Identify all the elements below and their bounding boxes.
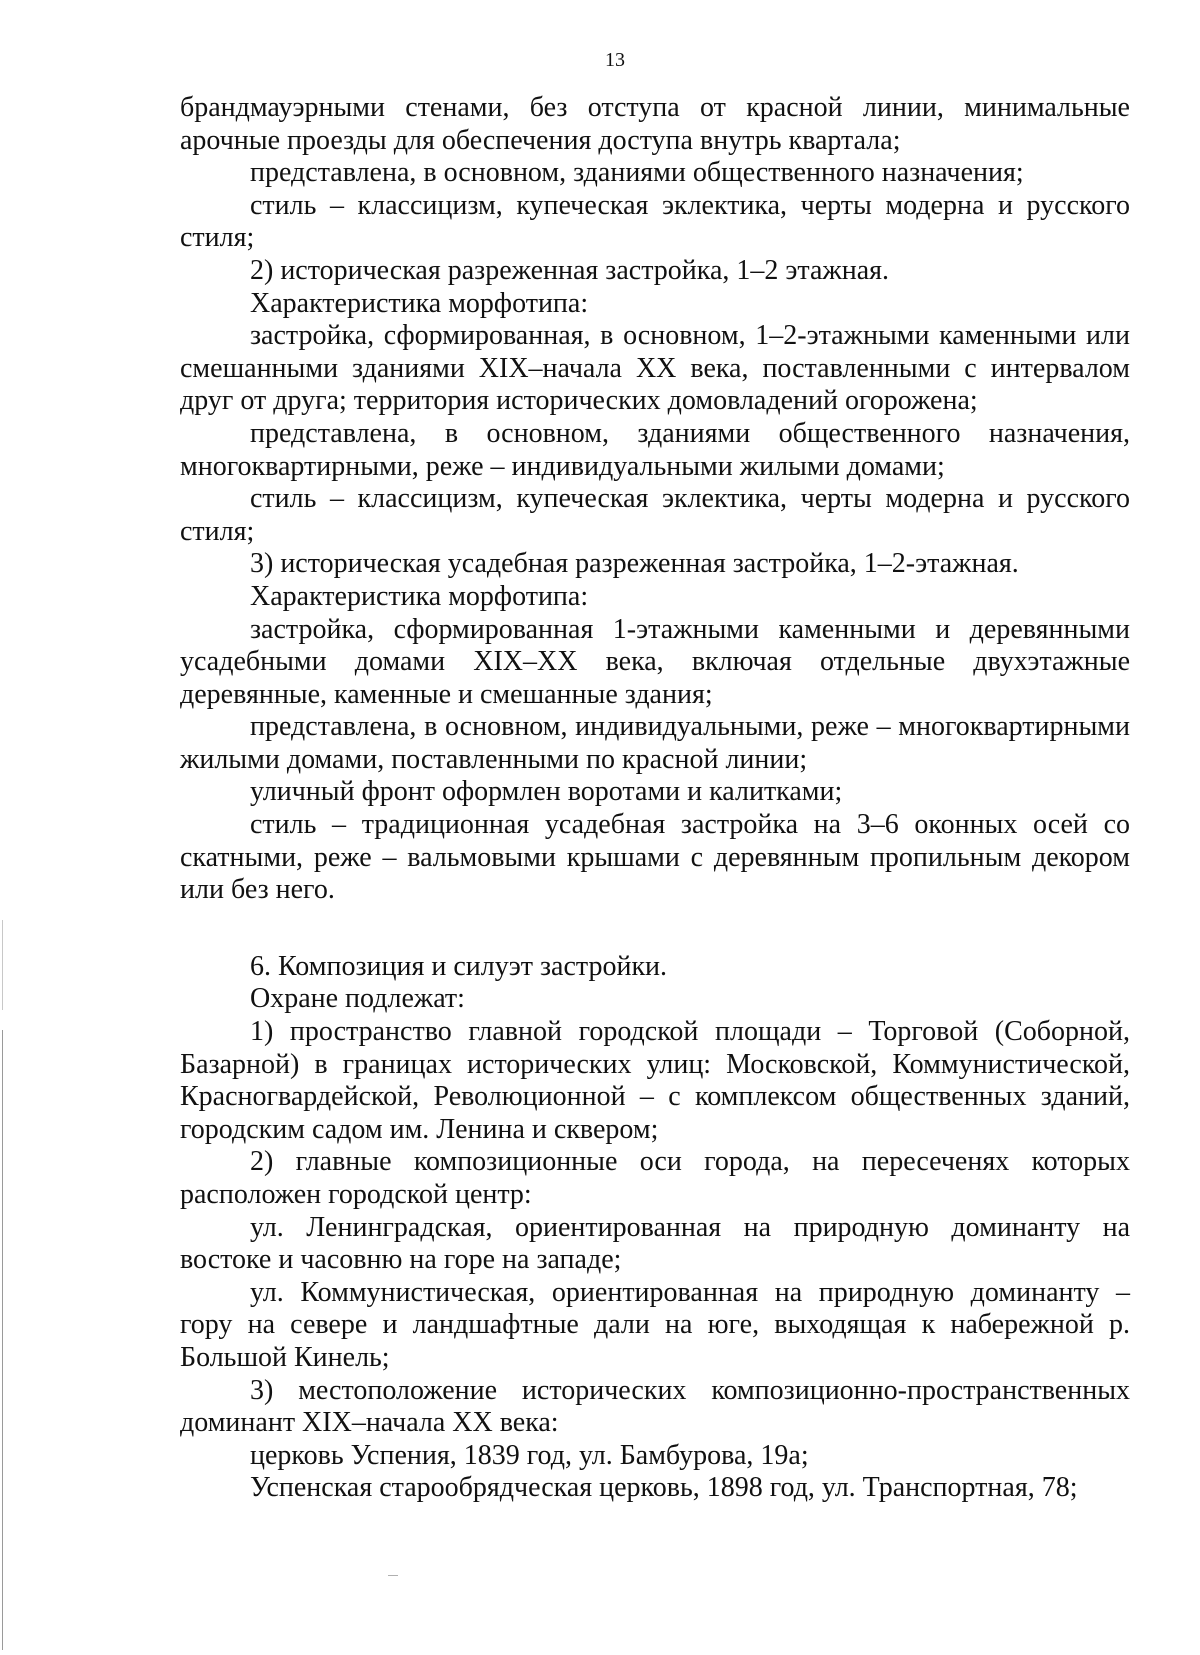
paragraph: ул. Ленинградская, ориентированная на природную доминанту на востоке и часовню на горе на западе; xyxy=(180,1211,1130,1276)
paragraph: 2) главные композиционные оси города, на пересеченях которых расположен городской центр: xyxy=(180,1146,1130,1210)
paragraph: 3) местоположение исторических композиционно-пространственных доминант XIX–начала XX века: xyxy=(180,1374,1130,1439)
list-item-heading: 3) историческая усадебная разреженная застройка, 1–2-этажная. xyxy=(250,548,1019,580)
section-spacer xyxy=(180,907,1130,951)
paragraph: представлена, в основном, зданиями общественного назначения; xyxy=(250,157,1024,189)
subheading: Характеристика морфотипа: xyxy=(250,580,589,612)
paragraph: стиль – традиционная усадебная застройка на 3–6 оконных осей со скатными, реже – вальмовыми крышами с деревянным пропильным декором или без него. xyxy=(180,809,1130,906)
section-heading: 6. Композиция и силуэт застройки. xyxy=(250,950,668,982)
subheading: Характеристика морфотипа: xyxy=(250,287,589,319)
paragraph: ул. Коммунистическая, ориентированная на природную доминанту – гору на севере и ландшафтные дали на юге, выходящая к набережной р. Большой Кинель; xyxy=(180,1276,1130,1373)
scan-edge-line xyxy=(2,1030,3,1650)
paragraph: представлена, в основном, индивидуальными, реже – многоквартирными жилыми домами, поставленными по красной линии; xyxy=(180,711,1130,775)
paragraph: застройка, сформированная 1-этажными каменными и деревянными усадебными домами XIX–XX века, включая отдельные двухэтажные деревянные, каменные и смешанные здания; xyxy=(180,613,1130,710)
paragraph: Успенская старообрядческая церковь, 1898 год, ул. Транспортная, 78; xyxy=(250,1472,1078,1504)
subheading: Охране подлежат: xyxy=(250,983,465,1015)
list-item-heading: 2) историческая разреженная застройка, 1–2 этажная. xyxy=(250,254,890,286)
paragraph-continuation: брандмауэрными стенами, без отступа от красной линии, минимальные арочные проезды для обеспечения доступа внутрь квартала; xyxy=(180,92,1130,156)
scan-artifact xyxy=(388,1575,398,1576)
page-number: 13 xyxy=(605,49,625,71)
paragraph: 1) пространство главной городской площади – Торговой (Соборной, Базарной) в границах исторических улиц: Московской, Коммунистической, Красногвардейской, Революционной – с комплексом общественных зданий, городским садом им. Ленина и сквером; xyxy=(180,1016,1130,1145)
paragraph: уличный фронт оформлен воротами и калитками; xyxy=(250,776,843,808)
scan-edge-mark xyxy=(2,920,3,1010)
paragraph: стиль – классицизм, купеческая эклектика, черты модерна и русского стиля; xyxy=(180,189,1130,254)
paragraph: церковь Успения, 1839 год, ул. Бамбурова, 19а; xyxy=(250,1439,809,1471)
paragraph: застройка, сформированная, в основном, 1–2-этажными каменными или смешанными зданиями XIX–начала XX века, поставленными с интервалом друг от друга; территория исторических домовладений огорожена; xyxy=(180,320,1130,417)
paragraph: стиль – классицизм, купеческая эклектика, черты модерна и русского стиля; xyxy=(180,483,1130,547)
paragraph: представлена, в основном, зданиями общественного назначения, многоквартирными, реже – индивидуальными жилыми домами; xyxy=(180,417,1130,482)
document-body xyxy=(180,92,1130,1505)
